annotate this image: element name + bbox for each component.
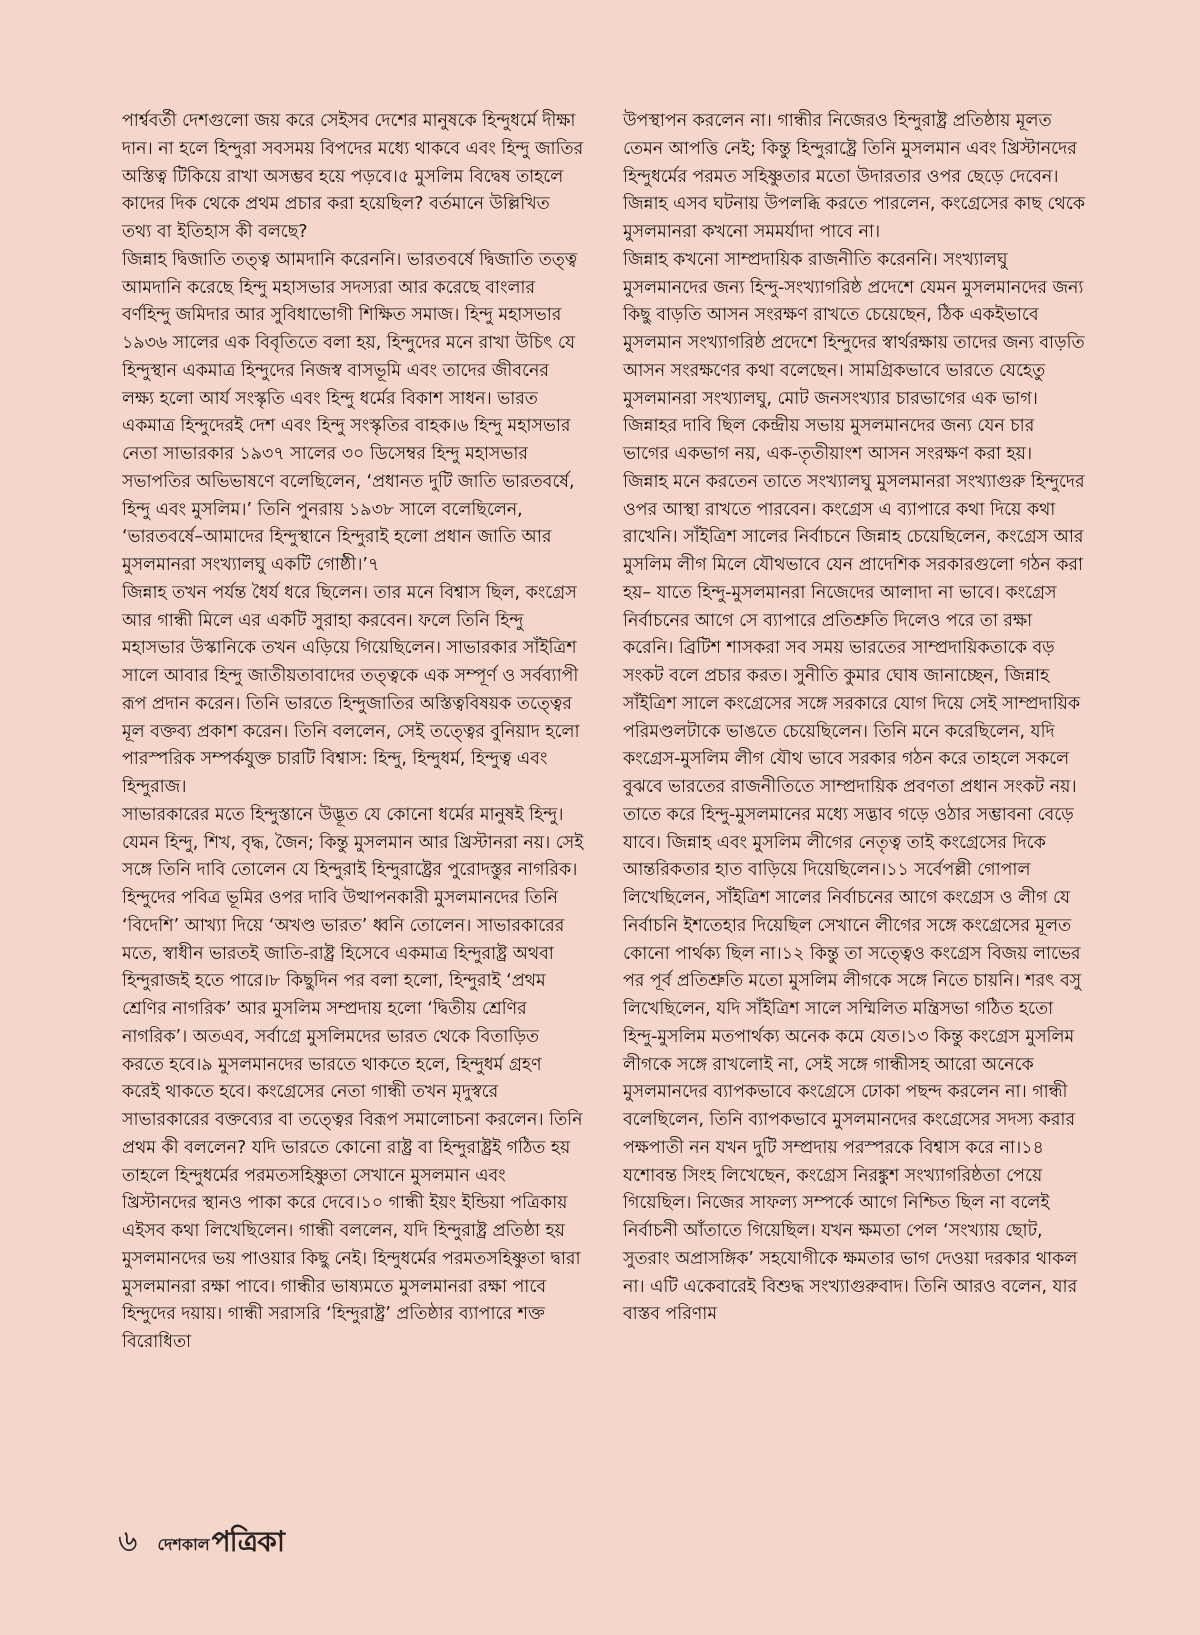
paragraph: জিন্নাহ মনে করতেন তাতে সংখ্যালঘু মুসলমানরা সংখ্যাগুরু হিন্দুদের ওপর আস্থা রাখতে পারবেন। কংগ্রেস এ ব্যাপারে কথা দিয়ে কথা রাখেনি। সাঁইত্রিশ সালের নির্বাচনে জিন্নাহ চেয়েছিলেন, কংগ্রেস আর মুসলিম লীগ মিলে যৌথভাবে যেন প্রাদেশিক সরকারগুলো গঠন করা হয়– যাতে হিন্দু-মুসলমানরা নিজেদের আলাদা না ভাবে। কংগ্রেস নির্বাচনের আগে সে ব্যাপারে প্রতিশ্রুতি দিলেও পরে তা রক্ষা করেনি। ব্রিটিশ শাসকরা সব সময় ভারতের সাম্প্রদায়িকতাকে বড় সংকট বলে প্রচার করত। সুনীতি কুমার ঘোষ জানাচ্ছেন, জিন্নাহ সাঁইত্রিশ সালে কংগ্রেসের সঙ্গে সরকারে যোগ দিয়ে সেই সাম্প্রদায়িক পরিমণ্ডলটাকে ভাঙতে চেয়েছিলেন। তিনি মনে করেছিলেন, যদি কংগ্রেস-মুসলিম লীগ যৌথ ভাবে সরকার গঠন করে তাহলে সকলে বুঝবে ভারতের রাজনীতিতে সাম্প্রদায়িক প্রবণতা প্রধান সংকট নয়। তাতে করে হিন্দু-মুসলমানের মধ্যে সদ্ভাব গড়ে ওঠার সম্ভাবনা বেড়ে যাবে। জিন্নাহ এবং মুসলিম লীগের নেতৃত্ব তাই কংগ্রেসের দিকে আন্তরিকতার হাত বাড়িয়ে দিয়েছিলেন।১১ সর্বেপল্লী গোপাল লিখেছিলেন, সাঁইত্রিশ সালের নির্বাচনের আগে কংগ্রেস ও লীগ যে নির্বাচনি ইশতেহার দিয়েছিল সেখানে লীগের সঙ্গে কংগ্রেসের মূলত কোনো পার্থক্য ছিল না।১২ কিন্তু তা সত্ত্বেও কংগ্রেস বিজয় লাভের পর পূর্ব প্রতিশ্রুতি মতো মুসলিম লীগকে সঙ্গে নিতে চায়নি। শরৎ বসু লিখেছিলেন, যদি সাঁইত্রিশ সালে সম্মিলিত মন্ত্রিসভা গঠিত হতো হিন্দু-মুসলিম মতপার্থক্য অনেক কমে যেত।১৩ কিন্তু কংগ্রেস মুসলিম লীগকে সঙ্গে রাখলোই না, সেই সঙ্গে গান্ধীসহ আরো অনেকে মুসলমানদের ব্যাপকভাবে কংগ্রেসে ঢোকা পছন্দ করলেন না। গান্ধী বলেছিলেন, তিনি ব্যাপকভাবে মুসলমানদের কংগ্রেসের সদস্য করার পক্ষপাতী নন যখন দুটি সম্প্রদায় পরস্পরকে বিশ্বাস করে না।১৪ যশোবন্ত সিংহ লিখেছেন, কংগ্রেস নিরঙ্কুশ সংখ্যাগরিষ্ঠতা পেয়ে গিয়েছিল। নিজের সাফল্য সম্পর্কে আগে নিশ্চিত ছিল না বলেই নির্বাচনী আঁতাতে গিয়েছিল। যখন ক্ষমতা পেল ‘সংখ্যায় ছোট, সুতরাং অপ্রাসঙ্গিক’ সহযোগীকে ক্ষমতার ভাগ দেওয়া দরকার থাকল না। এটি একেবারেই বিশুদ্ধ সংখ্যাগুরুবাদ। তিনি আরও বলেন, যার বাস্তব পরিণাম bbox=[623, 471, 1085, 1325]
paragraph: সাভারকারের মতে হিন্দুস্তানে উদ্ভূত যে কোনো ধর্মের মানুষই হিন্দু। যেমন হিন্দু, শিখ, বৃদ্ধ, জৈন; কিন্তু মুসলমান আর খ্রিস্টানরা নয়। সেই সঙ্গে তিনি দাবি তোলেন যে হিন্দুরাই হিন্দুরাষ্ট্রের পুরোদস্তুর নাগরিক। হিন্দুদের পবিত্র ভূমির ওপর দাবি উত্থাপনকারী মুসলমানদের তিনি ‘বিদেশি’ আখ্যা দিয়ে ‘অখণ্ড ভারত’ ধ্বনি তোলেন। সাভারকারের মতে, স্বাধীন ভারতই জাতি-রাষ্ট্র হিসেবে একমাত্র হিন্দুরাষ্ট্র অথবা হিন্দুরাজই হতে পারে।৮ কিছুদিন পর বলা হলো, হিন্দুরাই ‘প্রথম শ্রেণির নাগরিক’ আর মুসলিম সম্প্রদায় হলো ‘দ্বিতীয় শ্রেণির নাগরিক’। অতএব, সর্বাগ্রে মুসলিমদের ভারত থেকে বিতাড়িত করতে হবে।৯ মুসলমানদের ভারতে থাকতে হলে, হিন্দুধর্ম গ্রহণ করেই থাকতে হবে। কংগ্রেসের নেতা গান্ধী তখন মৃদুস্বরে সাভারকারের বক্তব্যের বা তত্ত্বের বিরূপ সমালোচনা করলেন। তিনি প্রথম কী বললেন? যদি ভারতে কোনো রাষ্ট্র বা হিন্দুরাষ্ট্রই গঠিত হয় তাহলে হিন্দুধর্মের পরমতসহিষ্ণুতা সেখানে মুসলমান এবং খ্রিস্টানদের স্থানও পাকা করে দেবে।১০ গান্ধী ইয়ং ইন্ডিয়া পত্রিকায় এইসব কথা লিখেছিলেন। গান্ধী বললেন, যদি হিন্দুরাষ্ট্র প্রতিষ্ঠা হয় মুসলমানদের ভয় পাওয়ার কিছু নেই। হিন্দুধর্মের পরমতসহিষ্ণুতা দ্বারা মুসলমানরা রক্ষা পাবে। গান্ধীর ভাষ্যমতে মুসলমানরা রক্ষা পাবে হিন্দুদের দয়ায়। গান্ধী সরাসরি ‘হিন্দুরাষ্ট্র’ প্রতিষ্ঠার ব্যাপারে শক্ত বিরোধিতা bbox=[122, 804, 584, 1352]
page-footer bbox=[118, 1522, 284, 1562]
right-text-column bbox=[623, 108, 1085, 1329]
magazine-logo bbox=[158, 1527, 284, 1557]
page-number: ৬ bbox=[118, 1524, 138, 1559]
paragraph: জিন্নাহ কখনো সাম্প্রদায়িক রাজনীতি করেননি। সংখ্যালঘু মুসলমানদের জন্য হিন্দু-সংখ্যাগরিষ্ঠ প্রদেশে যেমন মুসলমানদের জন্য কিছু বাড়তি আসন সংরক্ষণ রাখতে চেয়েছেন, ঠিক একইভাবে মুসলমান সংখ্যাগরিষ্ঠ প্রদেশে হিন্দুদের স্বার্থরক্ষায় তাদের জন্য বাড়তি আসন সংরক্ষণের কথা বলেছেন। সামগ্রিকভাবে ভারতে যেহেতু মুসলমানরা সংখ্যালঘু, মোট জনসংখ্যার চারভাগের এক ভাগ। জিন্নাহর দাবি ছিল কেন্দ্রীয় সভায় মুসলমানদের জন্য যেন চার ভাগের একভাগ নয়, এক-তৃতীয়াংশ আসন সংরক্ষণ করা হয়। bbox=[623, 249, 1085, 464]
paragraph: উপস্থাপন করলেন না। গান্ধীর নিজেরও হিন্দুরাষ্ট্র প্রতিষ্ঠায় মূলত তেমন আপত্তি নেই; কিন্তু হিন্দুরাষ্ট্রে তিনি মুসলমান এবং খ্রিস্টানদের হিন্দুধর্মের পরমত সহিষ্ণুতার মতো উদারতার ওপর ছেড়ে দেবেন। bbox=[623, 111, 1077, 187]
paragraph: জিন্নাহ এসব ঘটনায় উপলব্ধি করতে পারলেন, কংগ্রেসের কাছ থেকে মুসলমানরা কখনো সমমর্যাদা পাবে না। bbox=[623, 194, 1085, 242]
left-text-column bbox=[122, 108, 584, 1357]
paragraph: পার্শ্ববর্তী দেশগুলো জয় করে সেইসব দেশের মানুষকে হিন্দুধর্মে দীক্ষা দান। না হলে হিন্দুরা সবসময় বিপদের মধ্যে থাকবে এবং হিন্দু জাতির অস্তিত্ব টিকিয়ে রাখা অসম্ভব হয়ে পড়বে।৫ মুসলিম বিদ্বেষ তাহলে কাদের দিক থেকে প্রথম প্রচার করা হয়েছিল? বর্তমানে উল্লিখিত তথ্য বা ইতিহাস কী বলছে? bbox=[122, 111, 584, 242]
logo-big-text: পত্রিকা bbox=[211, 1525, 284, 1558]
paragraph: জিন্নাহ তখন পর্যন্ত ধৈর্য ধরে ছিলেন। তার মনে বিশ্বাস ছিল, কংগ্রেস আর গান্ধী মিলে এর একটি সুরাহা করবেন। ফলে তিনি হিন্দু মহাসভার উস্কানিকে তখন এড়িয়ে গিয়েছিলেন। সাভারকার সাঁইত্রিশ সালে আবার হিন্দু জাতীয়তাবাদের তত্ত্বকে এক সম্পূর্ণ ও সর্বব্যাপী রূপ প্রদান করেন। তিনি ভারতে হিন্দুজাতির অস্তিত্ববিষয়ক তত্ত্বের মূল বক্তব্য প্রকাশ করেন। তিনি বললেন, সেই তত্ত্বের বুনিয়াদ হলো পারস্পরিক সম্পর্কযুক্ত চারটি বিশ্বাস: হিন্দু, হিন্দুধর্ম, হিন্দুত্ব এবং হিন্দুরাজ। bbox=[122, 582, 580, 797]
paragraph: জিন্নাহ দ্বিজাতি তত্ত্ব আমদানি করেননি। ভারতবর্ষে দ্বিজাতি তত্ত্ব আমদানি করেছে হিন্দু মহাসভার সদস্যরা আর করেছে বাংলার বর্ণহিন্দু জমিদার আর সুবিধাভোগী শিক্ষিত সমাজ। হিন্দু মহাসভার ১৯৩৬ সালের এক বিবৃতিতে বলা হয়, হিন্দুদের মনে রাখা উচিৎ যে হিন্দুস্থান একমাত্র হিন্দুদের নিজস্ব বাসভূমি এবং তাদের জীবনের লক্ষ্য হলো আর্য সংস্কৃতি এবং হিন্দু ধর্মের বিকাশ সাধন। ভারত একমাত্র হিন্দুদেরই দেশ এবং হিন্দু সংস্কৃতির বাহক।৬ হিন্দু মহাসভার নেতা সাভারকার ১৯৩৭ সালের ৩০ ডিসেম্বর হিন্দু মহাসভার সভাপতির অভিভাষণে বলেছিলেন, ‘প্রধানত দুটি জাতি ভারতবর্ষে, হিন্দু এবং মুসলিম।’ তিনি পুনরায় ১৯৩৮ সালে বলেছিলেন, ‘ভারতবর্ষে–আমাদের হিন্দুস্থানে হিন্দুরাই হলো প্রধান জাতি আর মুসলমানরা সংখ্যালঘু একটি গোষ্ঠী।’৭ bbox=[122, 249, 578, 575]
logo-small-text: দেশকাল bbox=[157, 1535, 210, 1554]
